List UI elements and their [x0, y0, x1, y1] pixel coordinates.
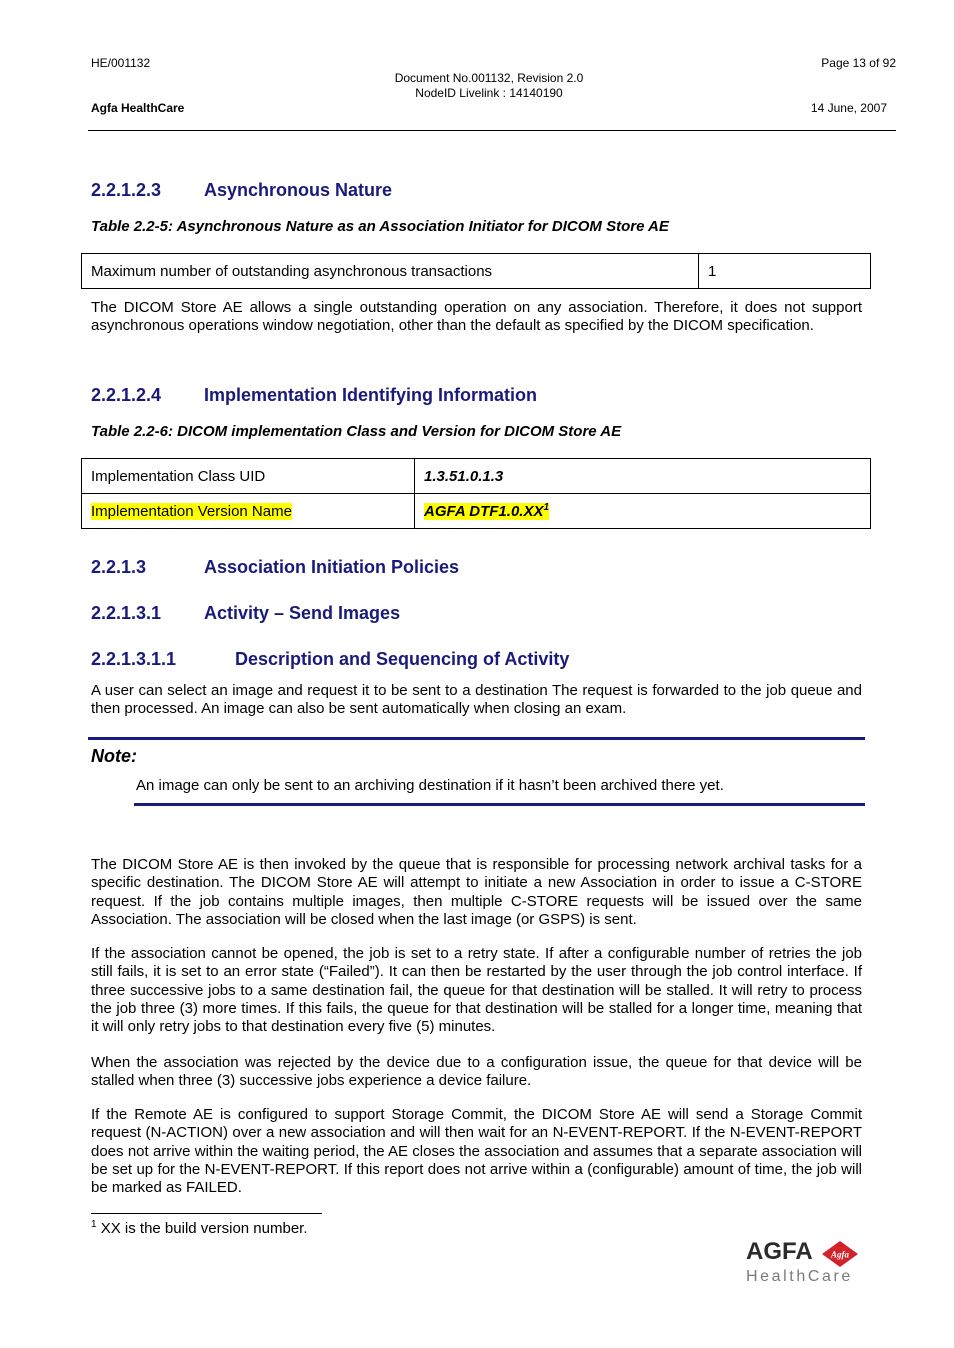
document-number: Document No.001132, Revision 2.0 — [394, 71, 584, 85]
footnote-ref: 1 — [543, 502, 550, 513]
note-text: An image can only be sent to an archiving destination if it hasn’t been archived there yet. — [136, 777, 724, 794]
header-rule — [88, 130, 896, 131]
section-title: Implementation Identifying Information — [204, 385, 537, 405]
table-row — [82, 459, 871, 494]
footnote-marker: 1 — [91, 1219, 97, 1230]
company-name: Agfa HealthCare — [91, 101, 185, 115]
table-cell-value — [415, 494, 871, 529]
footnote-rule — [91, 1213, 322, 1214]
table-cell-label — [82, 494, 415, 529]
highlighted-label: Implementation Version Name — [91, 502, 292, 520]
note-bottom-rule — [134, 803, 865, 806]
table-row — [82, 254, 871, 289]
table-caption-2-2-5: Table 2.2-5: Asynchronous Nature as an Association Initiator for DICOM Store AE — [91, 218, 669, 235]
section-number: 2.2.1.2.3 — [91, 180, 162, 200]
footnote-text: XX is the build version number. — [96, 1220, 308, 1237]
body-paragraph: When the association was rejected by the device due to a configuration issue, the queue for that device will be stalled when three (3) successive jobs experience a device failure. — [91, 1054, 862, 1090]
section-number: 2.2.1.2.4 — [91, 385, 162, 405]
table-cell-value: 1 — [699, 254, 871, 289]
doc-ref: HE/001132 — [91, 56, 151, 70]
agfa-rhombus-icon — [821, 1240, 859, 1268]
table-cell-value: 1.3.51.0.1.3 — [415, 459, 871, 494]
note-top-rule — [88, 737, 865, 740]
logo-emblem-text: Agfa — [831, 1249, 849, 1260]
async-nature-paragraph: The DICOM Store AE allows a single outstanding operation on any association. Therefore, it does not support asynchronous operations window negotiation, other than the default as specified by the DICOM specification. — [91, 299, 862, 335]
body-paragraph: If the association cannot be opened, the job is set to a retry state. If after a configurable number of retries the job still fails, it is set to an error state (“Failed”). It can then be restarted by the user through the job control interface. If three successive jobs to a same destination fail, the queue for that destination will be stalled. It will retry to process the job three (3) more times. If this fails, the queue for that destination will be stalled for a longer time, meaning that it will only retry jobs to that destination every five (5) minutes. — [91, 945, 862, 1036]
async-nature-table — [81, 253, 871, 289]
section-title: Description and Sequencing of Activity — [235, 649, 570, 669]
table-cell-label: Implementation Class UID — [82, 459, 415, 494]
section-title: Asynchronous Nature — [204, 180, 393, 200]
logo-brand: AGFA — [746, 1238, 813, 1265]
body-paragraph: If the Remote AE is configured to support Storage Commit, the DICOM Store AE will send a Storage Commit request (N-ACTION) over a new association and will then wait for an N-EVENT-REPORT. If the N-EVENT-REPORT does not arrive within the waiting period, the AE closes the association and assumes that a separate association will be set up for the N-EVENT-REPORT. If this report does not arrive within a (configurable) amount of time, the job will be marked as FAILED. — [91, 1106, 862, 1197]
table-cell-label: Maximum number of outstanding asynchronous transactions — [82, 254, 699, 289]
document-date: 14 June, 2007 — [810, 101, 887, 115]
section-title: Association Initiation Policies — [204, 557, 460, 577]
version-name: AGFA DTF1.0.XX — [424, 503, 544, 520]
implementation-table — [81, 458, 871, 529]
table-caption-2-2-6: Table 2.2-6: DICOM implementation Class and Version for DICOM Store AE — [91, 423, 622, 440]
note-title: Note: — [91, 746, 137, 766]
node-id: NodeID Livelink : 14140190 — [415, 86, 563, 100]
section-number: 2.2.1.3.1 — [91, 603, 162, 623]
footnote — [91, 1219, 308, 1237]
body-paragraph: The DICOM Store AE is then invoked by the queue that is responsible for processing network archival tasks for a specific destination. The DICOM Store AE will attempt to initiate a new Association in order to issue a C-STORE request. If the job contains multiple images, then multiple C-STORE requests will be issued over the same Association. The association will be closed when the last image (or GSPS) is sent. — [91, 856, 862, 928]
agfa-healthcare-logo — [746, 1238, 866, 1290]
page-number: Page 13 of 92 — [821, 56, 896, 70]
highlighted-value — [424, 503, 549, 520]
logo-subtitle: HealthCare — [746, 1268, 853, 1285]
description-paragraph: A user can select an image and request it to be sent to a destination The request is forwarded to the job queue and then processed. An image can also be sent automatically when closing an exam. — [91, 682, 862, 718]
table-row — [82, 494, 871, 529]
section-title: Activity – Send Images — [204, 603, 401, 623]
section-number: 2.2.1.3.1.1 — [91, 649, 177, 669]
section-number: 2.2.1.3 — [91, 557, 147, 577]
